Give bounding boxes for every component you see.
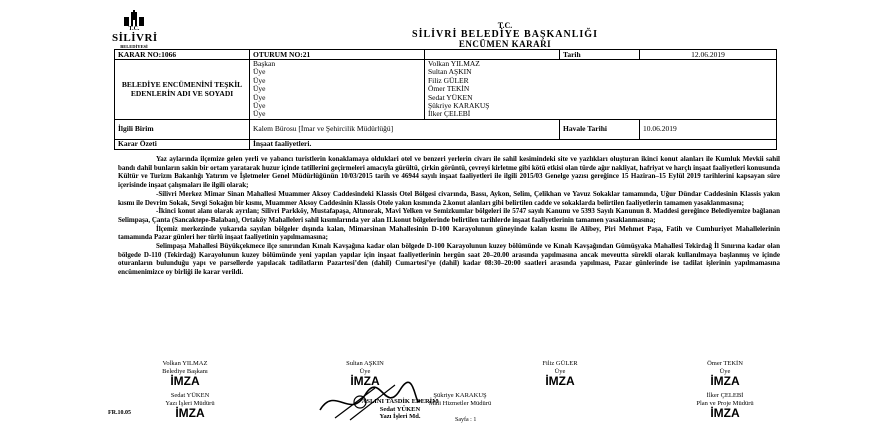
tarih-value: 12.06.2019 [640, 50, 777, 60]
signature-block [140, 360, 230, 387]
signer-title: Üye [359, 367, 371, 375]
ilgili-birim-label: İlgili Birim [115, 119, 250, 139]
stamp-line: ASLINI TASDİK EDERİM [361, 398, 439, 405]
body-paragraph: Yaz aylarında ilçemize gelen yerli ve yabancı turistlerin konaklamaya olduklari otel ve benzeri yerlerin civarı ile sahil kesimindeki site ve yazlıkları oluşturan ikinci konut alanları ile Kumluk Mevkii sahil bandı dahil bunların sakin bir ortam yaratarak huzur içinde tatillerini geçirmeleri amacıyla gürültü, çirkin görüntü, çevreyi kirletme gibi kötü etkisi olan türde ağır nakliyat, hafriyat ve harçlı inşaat faaliyetleri konusunda Kültür ve Turizm Bakanlığı Yatırım ve İşletmeler Genel Müdürlüğünün 10/03/2015 tarih ve 46944 sayılı inşaat faaliyetleri ile ilgili 2015/03 Genelge yazısı gereğince 15 Haziran–15 Eylül 2019 tarihlerini kapsayan süre içerisinde inşaat çalışmaları ile ilgili olarak; [118, 155, 780, 190]
karar-no: KARAR NO:1066 [115, 50, 250, 60]
imza-mark: İMZA [175, 406, 205, 420]
member-role: Başkan [253, 59, 276, 68]
signer-title: Yazı İşleri Müdürü [165, 399, 215, 407]
imza-mark: İMZA [170, 374, 200, 388]
meta-table [114, 49, 777, 150]
oturum-no: OTURUM NO:21 [250, 50, 425, 60]
signer-title: Plan ve Proje Müdürü [696, 399, 754, 407]
imza-mark: İMZA [710, 374, 740, 388]
body-paragraph: -İkinci konut alanı olarak ayrılan; Silivri Parkköy, Mustafapaşa, Altınorak, Mavi Yelken ve Semizkumlar bölgeleri ile 5747 sayılı Kanunu ve 5393 Sayılı Kanunun 8. Maddesi gereğince Belediyemize bağlanan Selimpaşa, Çanta (Sancaktepe-Balaban), Ortaköy Mahalleleri sahil kısımlarında yer alan II.konut bölgelerinde belirtilen tarihlerde inşaat faaliyetlerinin tamamen yasaklanmasına; [118, 207, 780, 224]
header-subtitle: ENCÜMEN KARARI [458, 39, 552, 49]
member-role: Üye [253, 84, 266, 94]
stamp-line: Yazı İşleri Md. [379, 413, 421, 420]
municipality-logo [112, 10, 156, 49]
member-name: Ömer TEKİN [428, 84, 470, 94]
stamp-line: Sedat YÜKEN [379, 405, 421, 413]
logo-tc: T.C. [128, 26, 140, 32]
imza-mark: İMZA [710, 406, 740, 420]
signer-title: Üye [554, 367, 566, 375]
body-paragraph: Selimpaşa Mahallesi Büyükçekmece ilçe sınırından Kınalı Kavşağına kadar olan bölgede D-100 Karayolunun kuzey bölümünde ve Kınalı Kavşağından Gümüşyaka Mahallesi Tekirdağ İl Sınırına kadar olan bölgede D-110 (Tekirdağ) Karayolunun kuzey bölümünde yeni yapılan yapılar için inşaat faaliyetlerinin hergün saat 20–20.00 arasında yapılmasına ancak meveutta sürekli olarak kullanılmaya başlanmış ve içinde oturanların bulunduğu yapı ve parsellerde yapılacak tadilatların Pazartesi’den (dahil) Cumartesi’ye (dahil) kadar 08:30–20:00 saatleri arasında yapılması, Pazar günlerinde ise tadilat işlerinin yapılmamasına encümenimizce oy birliği ile karar verildi. [118, 242, 780, 277]
member-name: Şükriye KARAKUŞ [428, 101, 490, 111]
ilgili-birim-value: Kalem Bürosu [İmar ve Şehircilik Müdürlüğü] [250, 119, 560, 139]
body-paragraph: -Silivri Merkez Mimar Sinan Mahallesi Muammer Aksoy Caddesindeki Klassis Otel Bölgesi civarında, Bassı, Aykon, Selim, Çelikhan ve Yavuz Sokaklar tamamında, Uğur Dündar Caddesinin Klassis yakın kısmı ile Devrim Sokak, Sevgi Sokağın bir kısmı, Muammer Aksoy Caddesinin Klassis Otele yakın kısmında 2.konut alanları gibi belirtilen cadde ve sokaklarda belirtilen faaliyetlerin tamamen yasaklanmasına; [118, 189, 780, 207]
logo-sub: BELEDİYESİ [120, 44, 148, 49]
havale-label: Havale Tarihi [560, 119, 640, 139]
signer-name: Sultan AŞKIN [346, 360, 384, 367]
havale-value: 10.06.2019 [640, 119, 777, 139]
signer-name: Filiz GÜLER [542, 360, 578, 367]
member-name: Filiz GÜLER [428, 75, 469, 85]
header-title: SİLİVRİ BELEDİYE BAŞKANLIĞI [412, 29, 598, 40]
signature-block [140, 392, 240, 419]
imza-mark: İMZA [350, 374, 380, 388]
karar-ozeti-value: İnşaat faaliyetleri. [250, 139, 777, 149]
member-name: İlker ÇELEBİ [428, 109, 471, 119]
member-roles [250, 60, 425, 120]
tarih-label: Tarih [560, 50, 640, 60]
decision-body [118, 155, 780, 277]
imza-mark: İMZA [545, 374, 575, 388]
member-role: Üye [253, 92, 266, 102]
signer-name: İlker ÇELEBİ [706, 392, 744, 399]
member-role: Üye [253, 67, 266, 77]
certification-stamp [350, 398, 450, 421]
castle-icon [122, 10, 146, 26]
member-role: Üye [253, 75, 266, 85]
signer-title: Mali Hizmetler Müdürü [428, 399, 492, 407]
signer-title: Belediye Başkanı [162, 367, 208, 375]
signature-block [680, 360, 770, 387]
member-name: Volkan YILMAZ [428, 59, 480, 68]
signer-name: Şükriye KARAKUŞ [433, 392, 487, 399]
signer-name: Sedat YÜKEN [170, 392, 210, 399]
page-number: Sayfa : 1 [455, 417, 477, 423]
signer-title: Üye [719, 367, 731, 375]
karar-ozeti-label: Karar Özeti [115, 139, 250, 149]
member-names [425, 60, 777, 120]
member-name: Sedat YÜKEN [428, 92, 473, 102]
member-role: Üye [253, 101, 266, 111]
member-name: Sultan AŞKIN [428, 67, 472, 77]
header-tc: T.C. [497, 21, 513, 30]
signer-name: Volkan YILMAZ [162, 360, 208, 367]
signature-block [670, 392, 780, 419]
signature-block [515, 360, 605, 387]
logo-name: SİLİVRİ [112, 32, 158, 44]
signer-name: Ömer TEKİN [707, 360, 743, 367]
member-role: Üye [253, 109, 266, 119]
teskil-label: BELEDİYE ENCÜMENİNİ TEŞKİL EDENLERİN ADI VE SOYADI [115, 60, 250, 120]
body-paragraph: İlçemiz merkezinde yukarıda sayılan bölgeler dışında kalan, Mimarsinan Mahallesinin D-100 Karayolunun güneyinde kalan kısmı ile Alibey, Piri Mehmet Paşa, Fatih ve Cumhuriyet Mahallelerinin tamamında Pazar günleri her türlü inşaat faaliyetinin yapılmamasına; [118, 224, 780, 242]
form-code: FR.10.05 [108, 410, 131, 416]
